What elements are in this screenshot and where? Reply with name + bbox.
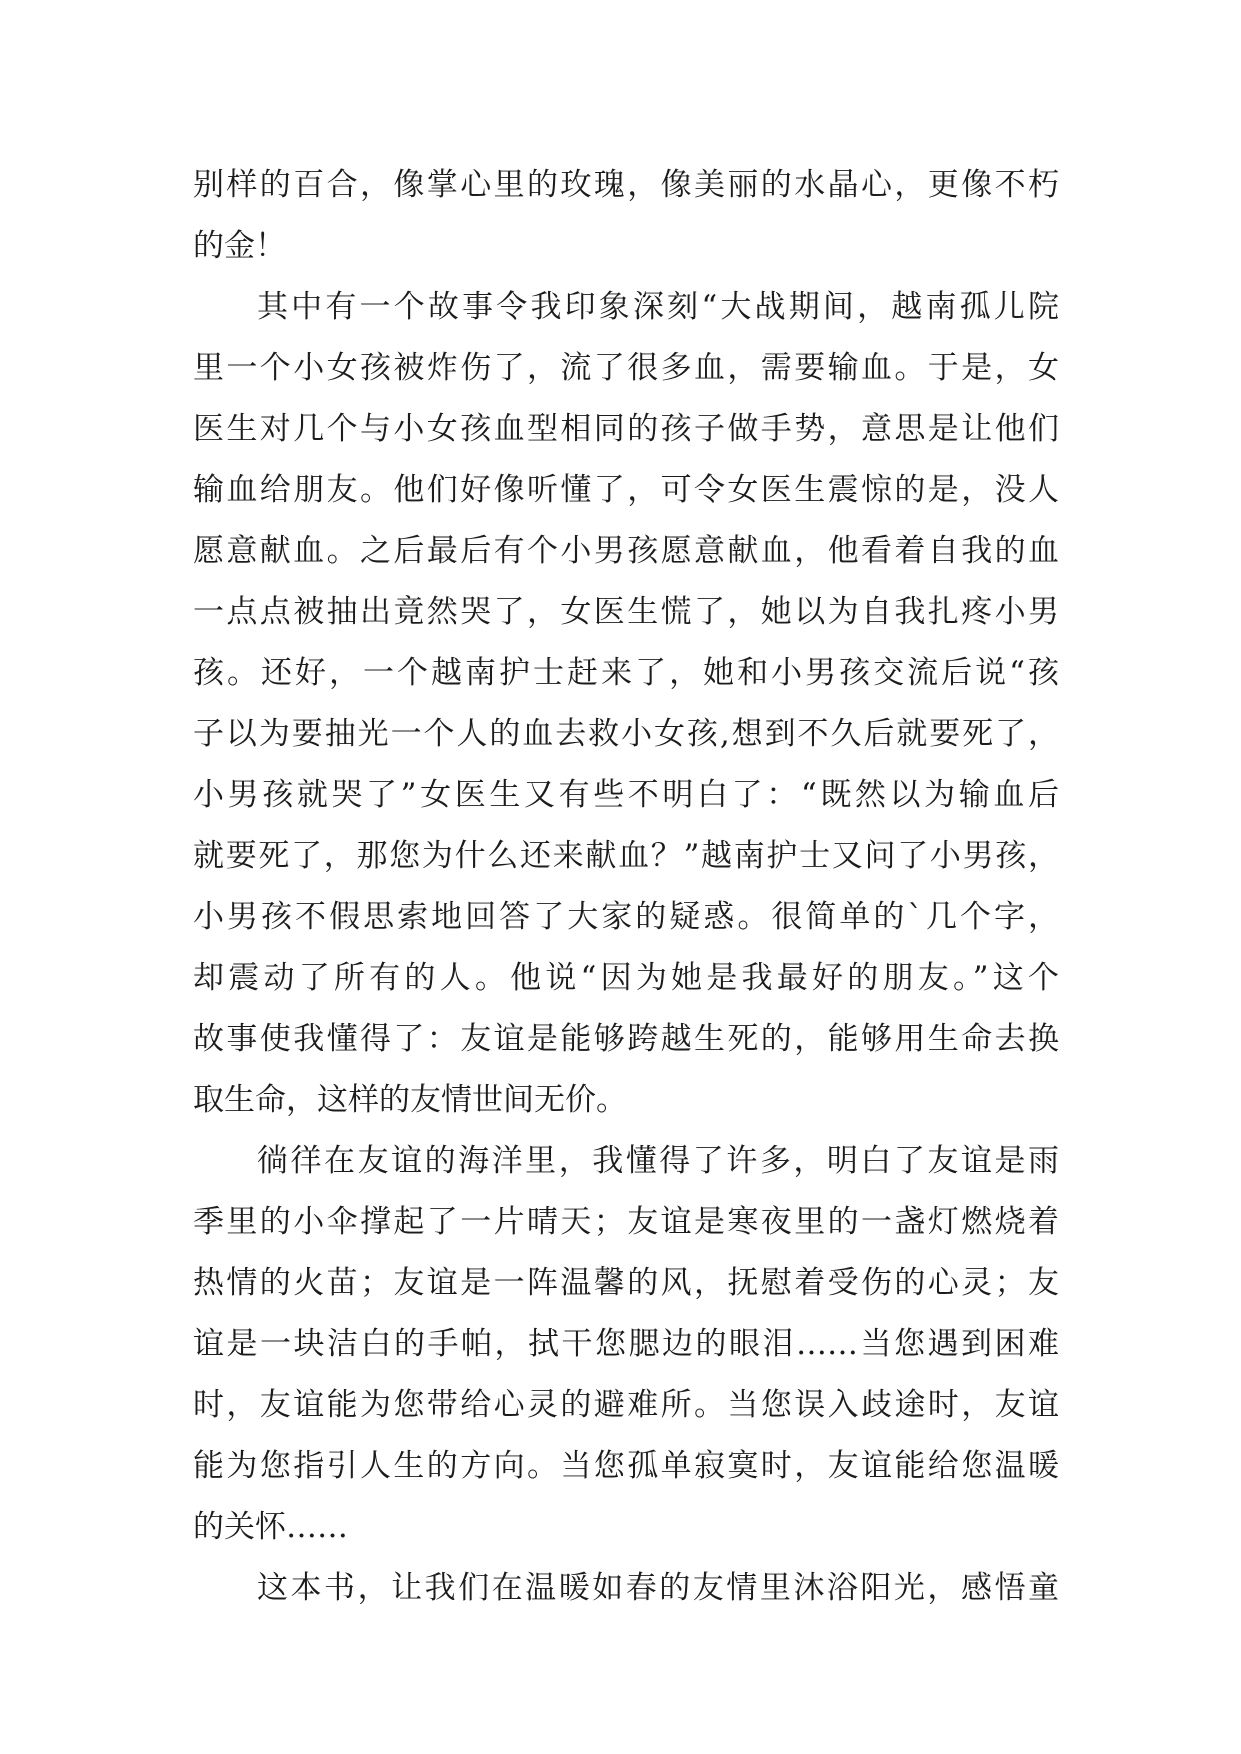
text-line: 医生对几个与小女孩血型相同的孩子做手势，意思是让他们 <box>193 411 1059 447</box>
paragraph-first-line: 这本书，让我们在温暖如春的友情里沐浴阳光，感悟童 <box>257 1570 1059 1606</box>
paragraph-first-line: 徜徉在友谊的海洋里，我懂得了许多，明白了友谊是雨 <box>257 1143 1059 1179</box>
text-line: 小男孩不假思索地回答了大家的疑惑。很简单的`几个字， <box>193 899 1059 935</box>
text-line: 输血给朋友。他们好像听懂了，可令女医生震惊的是，没人 <box>193 472 1059 508</box>
text-line: 的关怀…… <box>193 1509 348 1545</box>
text-line: 谊是一块洁白的手帕，拭干您腮边的眼泪……当您遇到困难 <box>193 1326 1059 1362</box>
text-line: 却震动了所有的人。他说“因为她是我最好的朋友。”这个 <box>193 960 1059 996</box>
text-line: 的金！ <box>193 228 286 264</box>
text-line: 小男孩就哭了”女医生又有些不明白了：“既然以为输血后 <box>193 777 1059 813</box>
text-line: 取生命，这样的友情世间无价。 <box>193 1082 627 1118</box>
text-line: 愿意献血。之后最后有个小男孩愿意献血，他看着自我的血 <box>193 533 1059 569</box>
text-line: 故事使我懂得了：友谊是能够跨越生死的，能够用生命去换 <box>193 1021 1059 1057</box>
text-line: 热情的火苗；友谊是一阵温馨的风，抚慰着受伤的心灵；友 <box>193 1265 1059 1301</box>
paragraph-first-line: 其中有一个故事令我印象深刻“大战期间，越南孤儿院 <box>257 289 1059 325</box>
text-line: 能为您指引人生的方向。当您孤单寂寞时，友谊能给您温暖 <box>193 1448 1059 1484</box>
text-line: 孩。还好，一个越南护士赶来了，她和小男孩交流后说“孩 <box>193 655 1059 691</box>
text-line: 就要死了，那您为什么还来献血？”越南护士又问了小男孩， <box>193 838 1059 874</box>
text-line: 季里的小伞撑起了一片晴天；友谊是寒夜里的一盏灯燃烧着 <box>193 1204 1059 1240</box>
text-line: 时，友谊能为您带给心灵的避难所。当您误入歧途时，友谊 <box>193 1387 1059 1423</box>
text-line: 一点点被抽出竟然哭了，女医生慌了，她以为自我扎疼小男 <box>193 594 1059 630</box>
text-line: 子以为要抽光一个人的血去救小女孩,想到不久后就要死了， <box>193 716 1059 752</box>
text-line: 里一个小女孩被炸伤了，流了很多血，需要输血。于是，女 <box>193 350 1059 386</box>
text-line: 别样的百合，像掌心里的玫瑰，像美丽的水晶心，更像不朽 <box>193 167 1059 203</box>
